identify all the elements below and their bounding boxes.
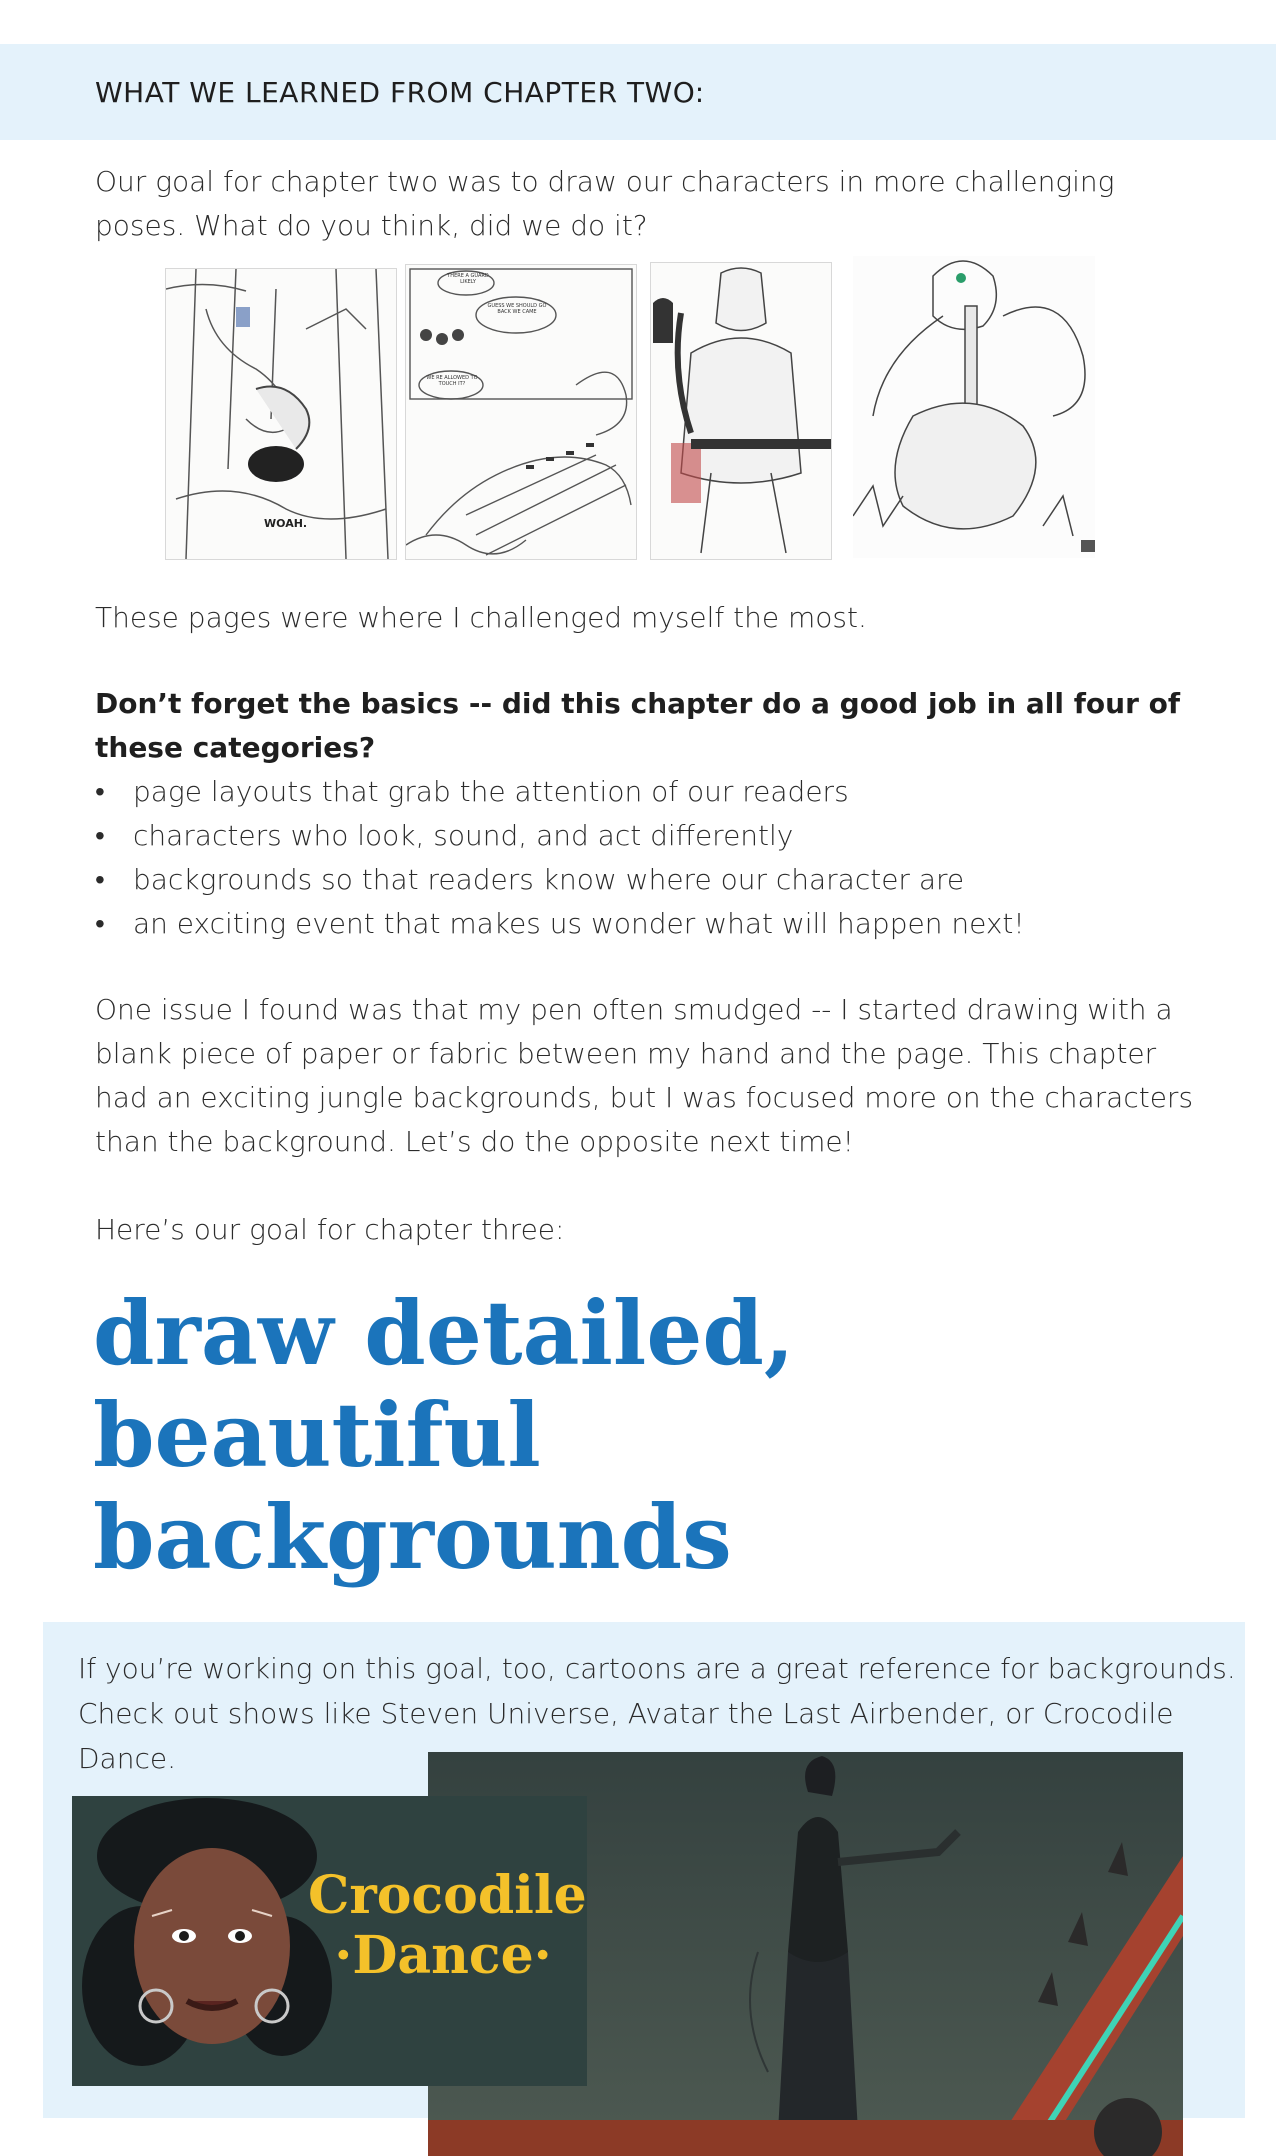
intro-paragraph: Our goal for chapter two was to draw our characters in more challenging poses. What do you think, did we do it? <box>95 165 1115 242</box>
reflection-paragraph: One issue I found was that my pen often smudged -- I started drawing with a blank piece of paper or fabric between my hand and the page. This chapter had an exciting jungle backgrounds, but I was focused more on the characters than the background. Let’s do the opposite next time! <box>95 993 1194 1158</box>
show-logo <box>308 1865 587 1986</box>
list-item: • page layouts that grab the attention of our readers <box>95 770 1195 814</box>
goal-line: beautiful <box>93 1383 541 1487</box>
basics-list <box>95 770 1195 946</box>
goal-line: backgrounds <box>93 1485 732 1589</box>
goal-line: draw detailed, <box>93 1281 795 1385</box>
basics-heading: Don’t forget the basics -- did this chapter do a good job in all four of these categories? <box>95 687 1181 764</box>
chapter-goal <box>93 1282 1193 1588</box>
comic-panel-3 <box>650 262 832 560</box>
comic-panel-4 <box>853 256 1095 558</box>
comic-panel-1 <box>165 268 397 560</box>
logo-text: Crocodile <box>308 1865 587 1926</box>
list-item: • backgrounds so that readers know where our character are <box>95 858 1195 902</box>
tip-text: If you’re working on this goal, too, cartoons are a great reference for backgrounds. Check out shows like Steven Universe, Avatar the Last Airbender, or Crocodile Dance. <box>78 1652 1236 1775</box>
list-item: • an exciting event that makes us wonder what will happen next! <box>95 902 1195 946</box>
speech-bubble: GUESS WE SHOULD GO BACK WE CAME <box>487 303 547 315</box>
comic-panel-2 <box>405 264 637 560</box>
panel-caption: WOAH. <box>264 517 308 530</box>
section-heading: WHAT WE LEARNED FROM CHAPTER TWO: <box>95 76 705 109</box>
speech-bubble: THERE A GUARD LIKELY <box>447 273 489 285</box>
speech-bubble: WE RE ALLOWED TO TOUCH IT? <box>426 375 478 387</box>
list-item: • characters who look, sound, and act differently <box>95 814 1195 858</box>
crocodile-dance-logo-image <box>72 1796 587 2086</box>
goal-intro: Here’s our goal for chapter three: <box>95 1213 565 1246</box>
challenge-note: These pages were where I challenged myself the most. <box>95 601 867 634</box>
logo-text: ·Dance· <box>334 1925 552 1986</box>
